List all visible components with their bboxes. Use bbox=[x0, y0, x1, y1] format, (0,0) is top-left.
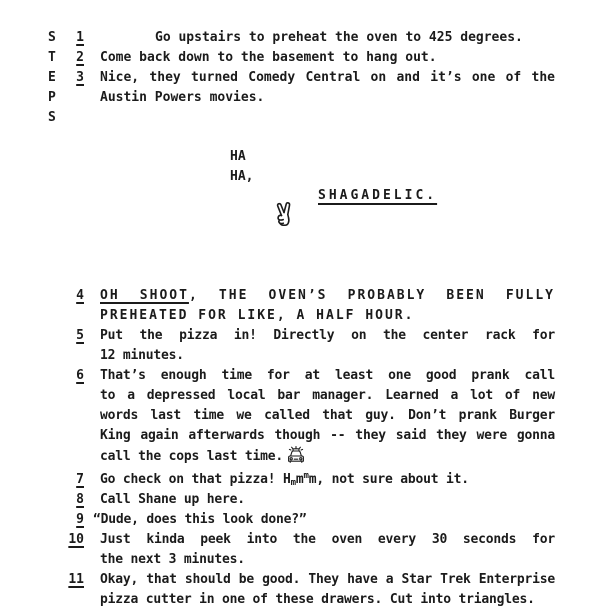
step-line: King again afterwards though -- they said they were gonna bbox=[100, 428, 555, 443]
victory-hand-icon bbox=[271, 201, 297, 235]
step-text bbox=[100, 470, 555, 490]
step-text bbox=[100, 490, 555, 510]
step-text bbox=[100, 366, 555, 470]
step-number: 9 bbox=[76, 512, 84, 527]
step-row bbox=[60, 470, 560, 490]
step-number: 5 bbox=[76, 328, 84, 343]
step-text bbox=[100, 326, 555, 366]
small-sup-letter: m bbox=[303, 471, 309, 481]
step-line: 12 minutes. bbox=[100, 348, 184, 363]
step-number: 11 bbox=[68, 572, 84, 587]
step-line: pizza cutter in one of these drawers. Cut into triangles. bbox=[100, 592, 535, 607]
step-number-cell bbox=[60, 366, 100, 386]
step-number-cell bbox=[60, 470, 100, 490]
ha-line: HA, bbox=[230, 168, 254, 184]
step-line: the next 3 minutes. bbox=[100, 552, 245, 567]
step-number-cell bbox=[60, 490, 100, 510]
steps-label-letter: T bbox=[48, 50, 56, 65]
steps-label-letter: S bbox=[48, 110, 56, 125]
steps-label-letter: S bbox=[48, 30, 56, 45]
step-number: 3 bbox=[76, 70, 84, 85]
step-number: 10 bbox=[68, 532, 84, 547]
step-text bbox=[100, 48, 555, 68]
step-line: “Dude, does this look done?” bbox=[93, 512, 307, 527]
step-row bbox=[60, 570, 560, 610]
step-number: 7 bbox=[76, 472, 84, 487]
small-sub-letter: m bbox=[290, 478, 296, 488]
step-line: words last time we called that guy. Don’t prank Burger bbox=[100, 408, 555, 423]
step-number-cell bbox=[60, 68, 100, 88]
step-text bbox=[100, 68, 555, 108]
step-line: Come back down to the basement to hang out. bbox=[100, 50, 437, 65]
step-text bbox=[100, 530, 555, 570]
underlined-text: OH SHOOT bbox=[100, 288, 189, 303]
step-row bbox=[60, 510, 560, 530]
step-number: 1 bbox=[76, 30, 84, 45]
step-line: Okay, that should be good. They have a Star Trek Enterprise bbox=[100, 572, 555, 587]
step-line: Just kinda peek into the oven every 30 seconds for bbox=[100, 532, 555, 547]
step-line: Go check on that pizza! $H_mm^mm$, not sure about it. bbox=[100, 471, 469, 488]
steps-vertical-label bbox=[48, 28, 56, 128]
step-row bbox=[60, 48, 560, 68]
steps-label-letter: E bbox=[48, 70, 56, 85]
step-text bbox=[100, 28, 555, 48]
step-row bbox=[60, 530, 560, 570]
step-row bbox=[60, 366, 560, 470]
step-line: PREHEATED FOR LIKE, A HALF HOUR. bbox=[100, 308, 415, 323]
step-number-cell bbox=[60, 326, 100, 346]
step-line: Nice, they turned Comedy Central on and it’s one of the bbox=[100, 70, 555, 85]
step-number: 8 bbox=[76, 492, 84, 507]
police-car-icon bbox=[286, 446, 306, 470]
step-row bbox=[60, 286, 560, 326]
interlude-shout: SHAGADELIC. bbox=[318, 188, 438, 203]
step-text bbox=[93, 510, 555, 530]
step-number-cell bbox=[60, 286, 100, 306]
interlude-ha bbox=[230, 147, 253, 186]
step-number-cell bbox=[60, 530, 100, 550]
step-row bbox=[60, 28, 560, 48]
step-line: OH SHOOT, THE OVEN’S PROBABLY BEEN FULLY bbox=[100, 288, 555, 303]
step-text bbox=[100, 570, 555, 610]
steps-list-bottom bbox=[60, 286, 560, 610]
step-number: 4 bbox=[76, 288, 84, 303]
step-number: 6 bbox=[76, 368, 84, 383]
step-line: Go upstairs to preheat the oven to 425 degrees. bbox=[155, 30, 523, 45]
step-text bbox=[100, 286, 555, 326]
step-row bbox=[60, 68, 560, 108]
step-number-cell bbox=[60, 48, 100, 68]
step-number-cell bbox=[60, 570, 100, 590]
step-line: call the cops last time. bbox=[100, 446, 555, 470]
steps-list-top bbox=[60, 28, 560, 108]
step-number-cell bbox=[60, 28, 100, 48]
step-line: to a depressed local bar manager. Learned a lot of new bbox=[100, 388, 555, 403]
step-line: Call Shane up here. bbox=[100, 492, 245, 507]
step-line: Austin Powers movies. bbox=[100, 90, 265, 105]
step-row bbox=[60, 326, 560, 366]
step-number: 2 bbox=[76, 50, 84, 65]
ha-line: HA bbox=[230, 149, 246, 164]
step-line: That’s enough time for at least one good prank call bbox=[100, 368, 555, 383]
step-row bbox=[60, 490, 560, 510]
steps-label-letter: P bbox=[48, 90, 56, 105]
step-line: Put the pizza in! Directly on the center rack for bbox=[100, 328, 555, 343]
